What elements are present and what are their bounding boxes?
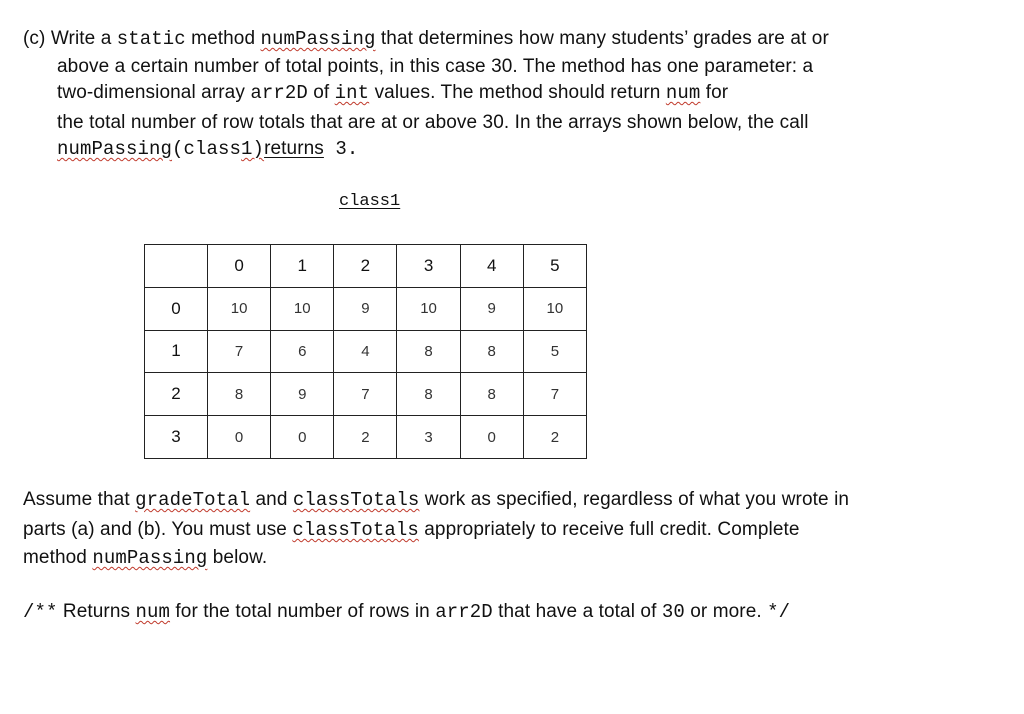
javadoc-comment — [23, 600, 790, 624]
question-text: that determines how many students’ grades are at or — [375, 28, 829, 49]
question-text: (c) Write a — [23, 28, 117, 49]
table-cell: 9 — [271, 373, 334, 416]
code-arr2d: arr2D — [250, 82, 308, 104]
question-line-4: the total number of row totals that are at or above 30. In the arrays shown below, the call — [57, 112, 809, 133]
code-static: static — [116, 28, 186, 50]
assume-text: Assume that — [23, 489, 136, 510]
table-cell: 0 — [271, 416, 334, 459]
question-text: values. The method should return — [369, 82, 666, 103]
assume-text: parts (a) and (b). You must use — [23, 519, 293, 540]
table-cell: 9 — [460, 287, 523, 330]
returns-text: returns — [264, 138, 324, 159]
table-cell: 10 — [523, 287, 586, 330]
code-gradetotal: gradeTotal — [135, 489, 251, 511]
table-caption: class1 — [339, 192, 401, 211]
table-cell: 10 — [208, 287, 271, 330]
table-cell: 0 — [460, 416, 523, 459]
table-cell: 3 — [397, 416, 460, 459]
comment-text: or more. — [684, 601, 768, 622]
table-cell: 8 — [397, 373, 460, 416]
question-line-1 — [23, 27, 829, 51]
code-numpassing: numPassing — [57, 138, 173, 160]
table-cell: 7 — [208, 330, 271, 373]
column-header: 2 — [334, 245, 397, 288]
table-cell: 7 — [523, 373, 586, 416]
comment-text: that have a total of — [492, 601, 662, 622]
table-cell: 2 — [334, 416, 397, 459]
assume-line-1 — [23, 488, 849, 512]
table-cell: 8 — [397, 330, 460, 373]
table-cell: 9 — [334, 287, 397, 330]
table-cell: 2 — [523, 416, 586, 459]
assume-text: and — [250, 489, 293, 510]
question-text: method — [185, 28, 261, 49]
table-cell: 7 — [334, 373, 397, 416]
table-cell: 0 — [208, 416, 271, 459]
table-row — [145, 287, 587, 330]
row-header: 0 — [145, 287, 208, 330]
code-int: int — [334, 82, 370, 104]
code-num: num — [135, 601, 171, 623]
table-row — [145, 330, 587, 373]
table-cell: 5 — [523, 330, 586, 373]
code-classtotals: classTotals — [292, 489, 420, 511]
column-header: 0 — [208, 245, 271, 288]
code-numpassing: numPassing — [260, 28, 376, 50]
comment-text: Returns — [57, 601, 136, 622]
comment-open: /** — [23, 601, 58, 623]
return-value: 3. — [323, 138, 359, 160]
assume-text: appropriately to receive full credit. Complete — [418, 519, 800, 540]
comment-close: */ — [767, 601, 791, 623]
assume-line-2 — [23, 518, 800, 542]
table-cell: 8 — [460, 373, 523, 416]
assume-text: work as specified, regardless of what you wrote in — [419, 489, 850, 510]
table-cell: 8 — [208, 373, 271, 416]
question-text: two-dimensional array — [57, 82, 251, 103]
question-line-5 — [57, 137, 358, 161]
code-call-arg-end: 1) — [241, 138, 265, 160]
assume-text: below. — [207, 547, 268, 568]
column-header: 1 — [271, 245, 334, 288]
comment-text: for the total number of rows in — [170, 601, 436, 622]
code-arr2d: arr2D — [435, 601, 493, 623]
column-header: 4 — [460, 245, 523, 288]
row-header: 2 — [145, 373, 208, 416]
code-numpassing: numPassing — [92, 547, 208, 569]
table-cell: 10 — [271, 287, 334, 330]
assume-text: method — [23, 547, 93, 568]
question-line-2: above a certain number of total points, in this case 30. The method has one parameter: a — [57, 56, 814, 77]
code-num: num — [665, 82, 701, 104]
table-cell: 8 — [460, 330, 523, 373]
question-line-3 — [57, 81, 728, 105]
assume-line-3 — [23, 546, 267, 570]
table-cell: 4 — [334, 330, 397, 373]
row-header: 1 — [145, 330, 208, 373]
code-call-arg: (class — [172, 138, 242, 160]
question-text: for — [700, 82, 729, 103]
question-text: of — [307, 82, 335, 103]
class1-table — [144, 244, 587, 459]
code-classtotals: classTotals — [292, 519, 419, 541]
column-header: 3 — [397, 245, 460, 288]
table-row — [145, 373, 587, 416]
column-header: 5 — [523, 245, 586, 288]
table-header-row — [145, 245, 587, 288]
table-cell: 6 — [271, 330, 334, 373]
table-cell: 10 — [397, 287, 460, 330]
table-row — [145, 416, 587, 459]
code-30: 30 — [661, 601, 685, 623]
table-corner-cell — [145, 245, 208, 288]
row-header: 3 — [145, 416, 208, 459]
